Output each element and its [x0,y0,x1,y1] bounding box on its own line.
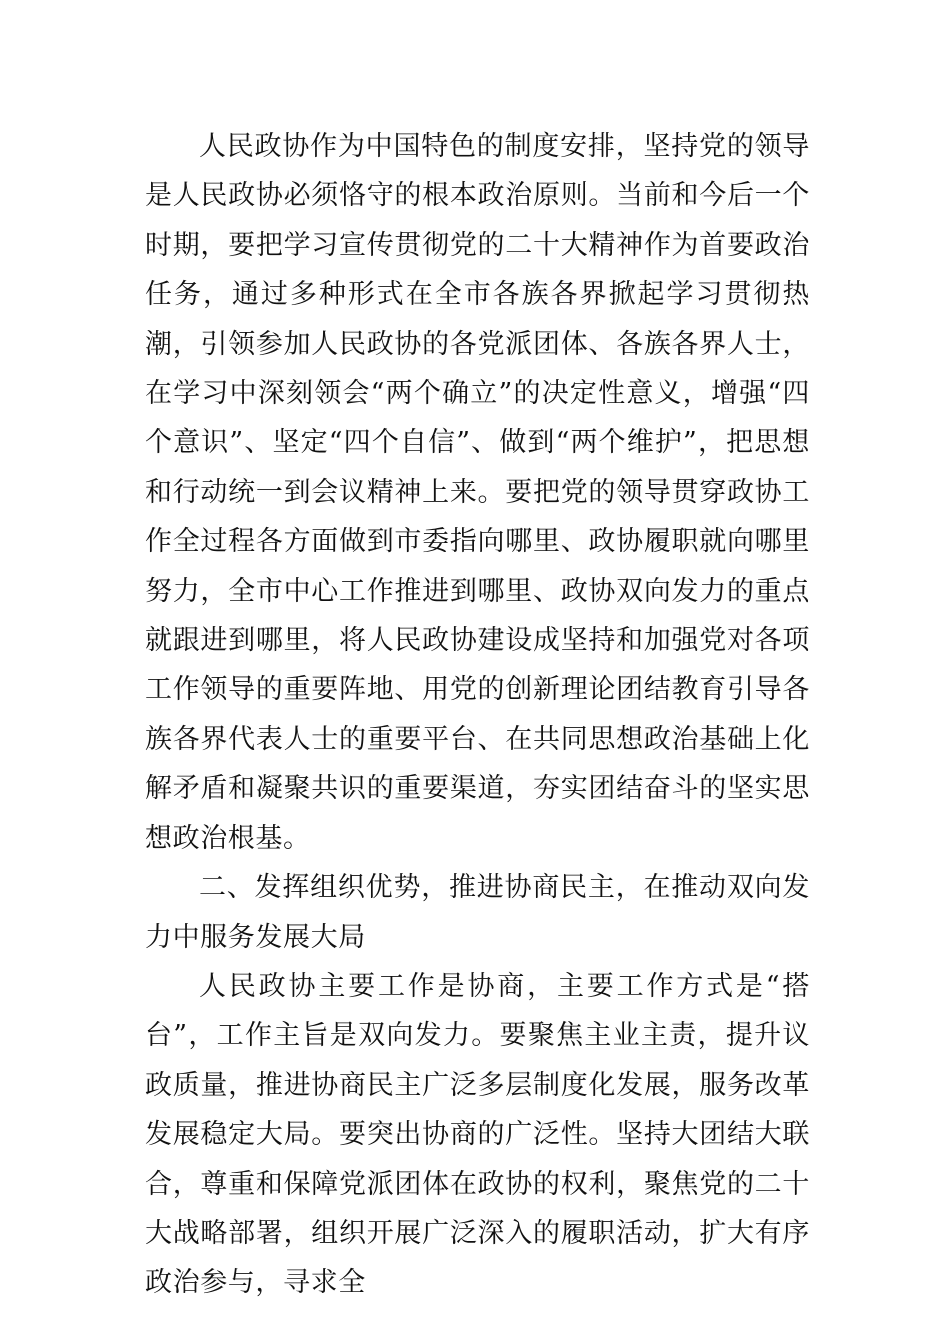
document-body [145,122,810,1308]
body-paragraph-consultation: 人民政协主要工作是协商，主要工作方式是“搭台”，工作主旨是双向发力。要聚焦主业主责，提升议政质量，推进协商民主广泛多层制度化发展，服务改革发展稳定大局。要突出协商的广泛性。坚持大团结大联合，尊重和保障党派团体在政协的权利，聚焦党的二十大战略部署，组织开展广泛深入的履职活动，扩大有序政治参与，寻求全 [145,970,810,1299]
body-paragraph-party-leadership: 人民政协作为中国特色的制度安排，坚持党的领导是人民政协必须恪守的根本政治原则。当前和今后一个时期，要把学习宣传贯彻党的二十大精神作为首要政治任务，通过多种形式在全市各族各界掀起学习贯彻热潮，引领参加人民政协的各党派团体、各族各界人士，在学习中深刻领会“两个确立”的决定性意义，增强“四个意识”、坚定“四个自信”、做到“两个维护”，把思想和行动统一到会议精神上来。要把党的领导贯穿政协工作全过程各方面做到市委指向哪里、政协履职就向哪里努力，全市中心工作推进到哪里、政协双向发力的重点就跟进到哪里，将人民政协建设成坚持和加强党对各项工作领导的重要阵地、用党的创新理论团结教育引导各族各界代表人士的重要平台、在共同思想政治基础上化解矛盾和凝聚共识的重要渠道，夯实团结奋斗的坚实思想政治根基。 [145,131,810,854]
section-heading-two: 二、发挥组织优势，推进协商民主，在推动双向发力中服务发展大局 [145,872,810,953]
